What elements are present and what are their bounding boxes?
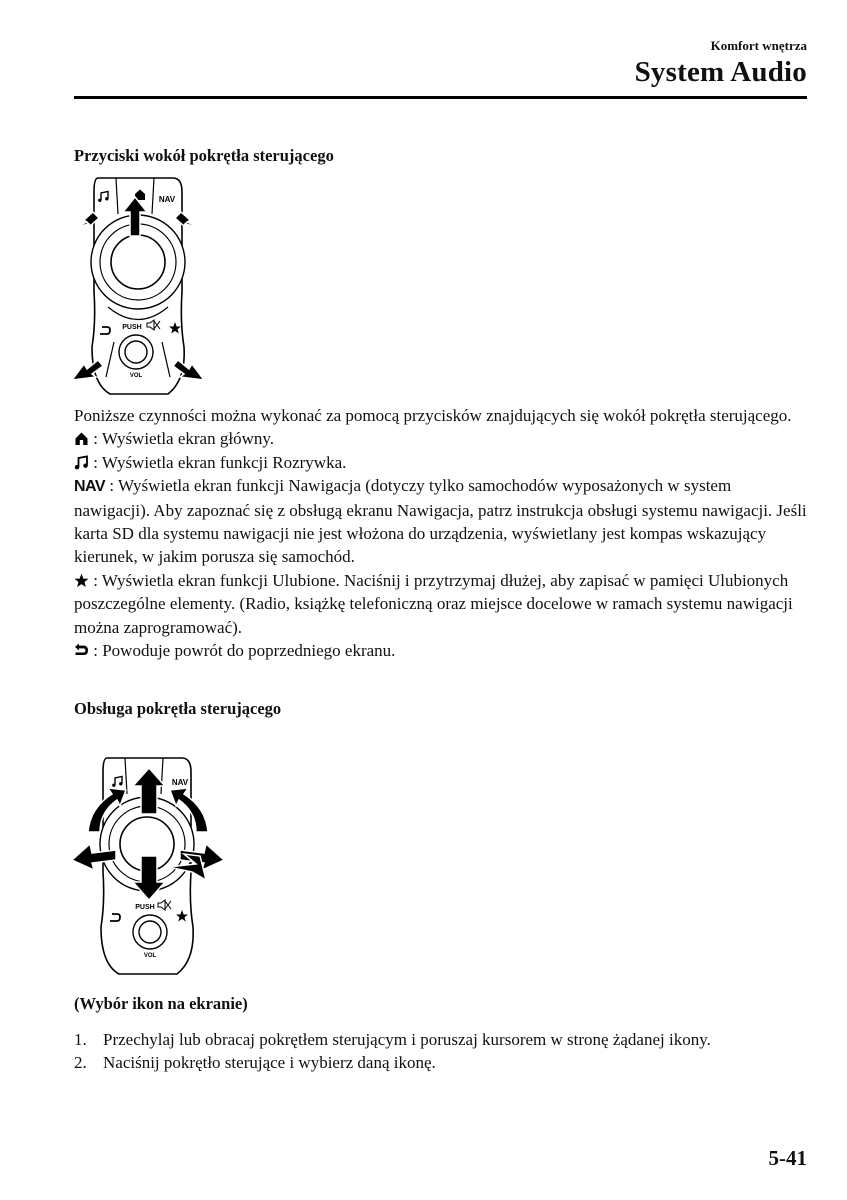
vol-label: VOL bbox=[143, 953, 157, 959]
back-arrow-icon bbox=[74, 643, 89, 658]
nav-button-label: NAV bbox=[158, 195, 176, 204]
entertainment-description-text: : Wyświetla ekran funkcji Rozrywka. bbox=[89, 452, 347, 472]
commander-buttons-illustration bbox=[68, 172, 208, 402]
home-description-text: : Wyświetla ekran główny. bbox=[89, 429, 274, 449]
commander-knob-illustration bbox=[68, 752, 228, 982]
header-divider bbox=[74, 96, 807, 99]
entertainment-description bbox=[74, 451, 810, 474]
vol-label: VOL bbox=[129, 373, 143, 379]
step-text: Przechylaj lub obracaj pokrętłem sterującym i poruszaj kursorem w stronę żądanej ikony. bbox=[103, 1030, 711, 1049]
nav-icon: NAV bbox=[74, 478, 106, 496]
page-number: 5-41 bbox=[768, 1146, 807, 1170]
commander-buttons-figure bbox=[68, 172, 208, 402]
favorites-description-text: : Wyświetla ekran funkcji Ulubione. Naciśnij i przytrzymaj dłużej, aby zapisać w pamięci Ulubionych poszczególne elementy. (Radio, książkę telefoniczną oraz miejsce docelowe w ramach systemu nawigacji można zaprogramować). bbox=[74, 570, 793, 637]
back-description bbox=[74, 639, 810, 662]
section-title: System Audio bbox=[634, 56, 807, 88]
home-description bbox=[74, 427, 810, 450]
push-label: PUSH bbox=[122, 324, 142, 331]
commander-knob-figure bbox=[68, 752, 228, 982]
music-note-icon bbox=[74, 455, 89, 470]
knob-operation-heading: Obsługa pokrętła sterującego bbox=[74, 699, 282, 718]
buttons-heading: Przyciski wokół pokrętła sterującego bbox=[74, 146, 334, 165]
step-item bbox=[74, 1051, 814, 1074]
step-text: Naciśnij pokrętło sterujące i wybierz daną ikonę. bbox=[103, 1053, 436, 1073]
chapter-title: Komfort wnętrza bbox=[710, 38, 807, 53]
step-number: 2. bbox=[74, 1053, 87, 1073]
nav-button-label: NAV bbox=[171, 778, 189, 787]
step-item bbox=[74, 1028, 814, 1051]
nav-description-text: : Wyświetla ekran funkcji Nawigacja (dotyczy tylko samochodów wyposażonych w system nawigacji). Aby zapoznać się z obsługą ekranu Nawigacja, patrz instrukcja obsługi systemu nawigacji. Jeśli karta SD dla systemu nawigacji nie jest włożona do urządzenia, wyświetlany jest kompas wskazujący kierunek, w jakim porusza się samochód. bbox=[74, 476, 807, 567]
buttons-description bbox=[74, 404, 810, 662]
push-label: PUSH bbox=[135, 904, 155, 911]
home-icon bbox=[74, 431, 89, 446]
back-description-text: : Powoduje powrót do poprzedniego ekranu. bbox=[89, 641, 396, 661]
icon-selection-heading: (Wybór ikon na ekranie) bbox=[74, 994, 248, 1013]
nav-description bbox=[74, 474, 810, 569]
star-icon bbox=[74, 573, 89, 588]
step-number: 1. bbox=[74, 1030, 87, 1049]
favorites-description bbox=[74, 569, 810, 639]
icon-selection-steps bbox=[74, 1028, 814, 1075]
intro-paragraph: Poniższe czynności można wykonać za pomocą przycisków znajdujących się wokół pokrętła sterującego. bbox=[74, 406, 792, 425]
